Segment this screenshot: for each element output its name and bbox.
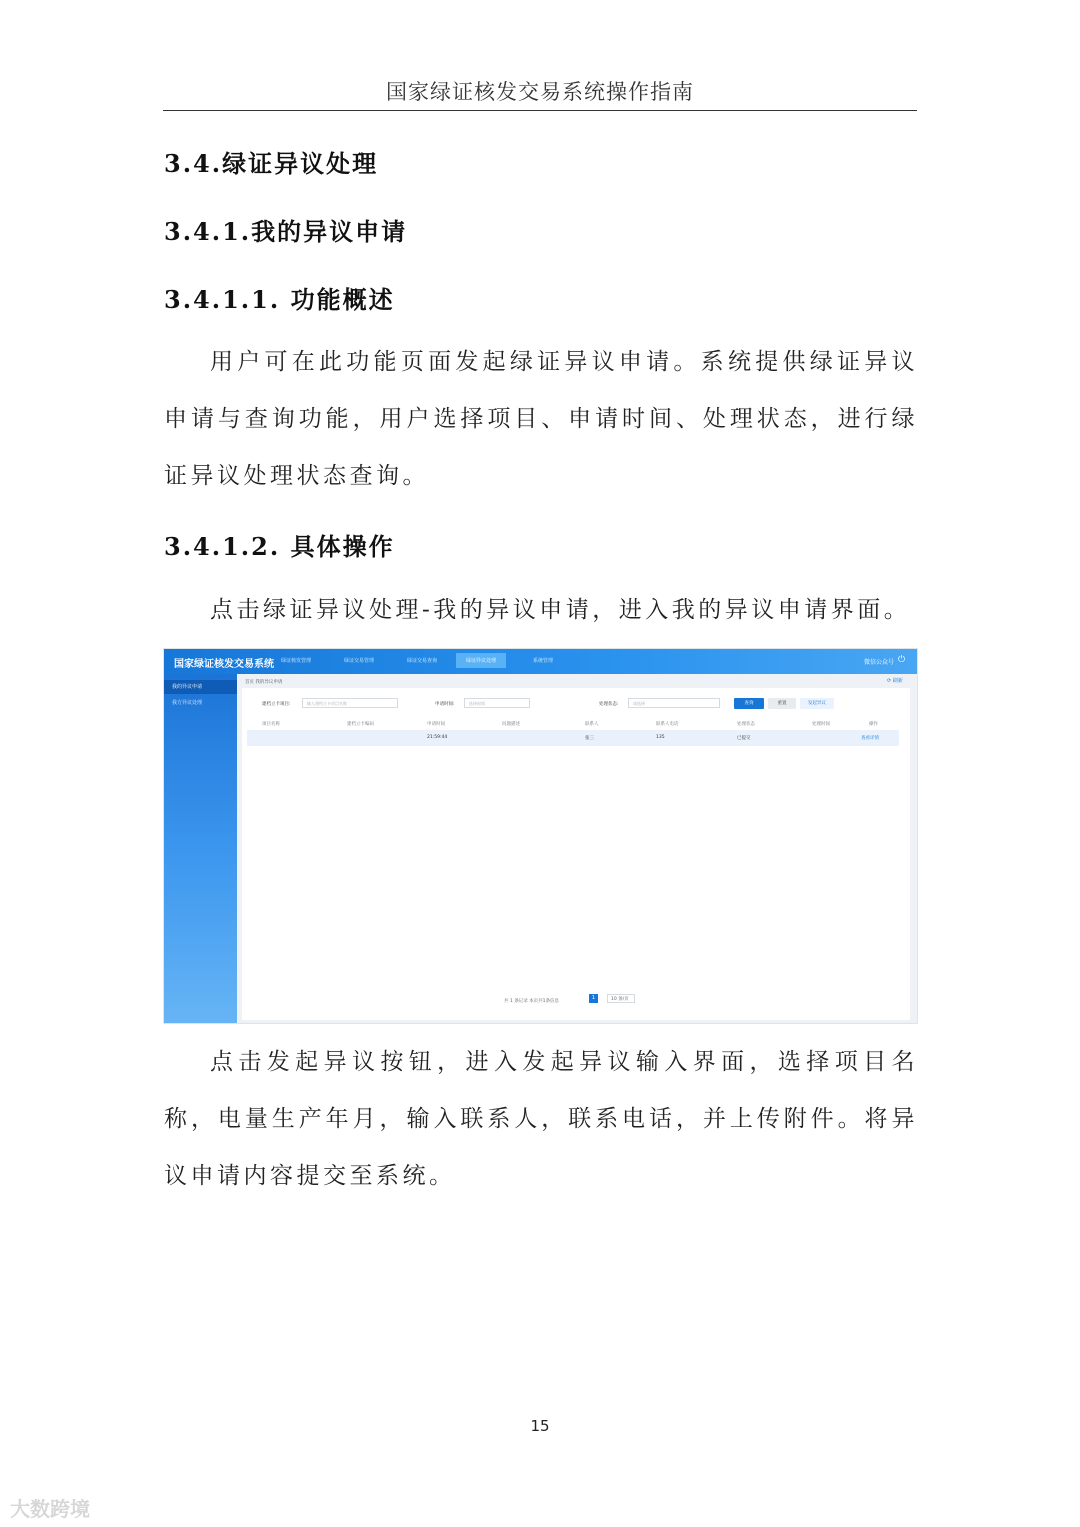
table-header <box>247 718 899 730</box>
heading-3-4-1-1: 3.4.1.1. 功能概述 <box>164 285 395 314</box>
nav-item-system[interactable]: 系统管理 <box>533 658 554 664</box>
pager-summary: 共 1 条记录 本页共1条信息 <box>504 999 560 1004</box>
heading-3-4: 3.4.绿证异议处理 <box>164 149 379 178</box>
cell-contact: 张三 <box>585 736 594 741</box>
refresh-label: 刷新 <box>892 678 903 684</box>
column-header: 建档立卡编码 <box>347 722 374 727</box>
refresh-button[interactable] <box>887 677 903 684</box>
nav-item-trading-query[interactable]: 绿证交易查询 <box>407 658 438 664</box>
page-header: 国家绿证核发交易系统操作指南 <box>163 76 917 111</box>
user-name[interactable]: 微信公众号 <box>864 659 895 666</box>
column-header: 处理时间 <box>812 722 830 727</box>
project-filter-label: 建档立卡项目: <box>262 702 291 707</box>
cell-phone: 135 <box>656 735 665 740</box>
cell-status: 已提交 <box>737 736 751 741</box>
query-button[interactable]: 查询 <box>734 698 764 709</box>
column-header: 联系人 <box>585 722 599 727</box>
app-title: 国家绿证核发交易系统 <box>174 659 274 670</box>
column-header: 项目名称 <box>262 722 280 727</box>
column-header: 申请时间 <box>427 722 445 727</box>
heading-3-4-1-2: 3.4.1.2. 具体操作 <box>164 532 395 561</box>
power-icon[interactable]: ⏻ <box>898 655 906 665</box>
query-panel <box>242 688 910 1020</box>
raise-objection-button[interactable]: 发起异议 <box>800 698 834 709</box>
step1-paragraph: 点击绿证异议处理-我的异议申请，进入我的异议申请界面。 <box>210 597 911 623</box>
nav-item-issuance[interactable]: 绿证核发管理 <box>281 658 312 664</box>
watermark: 大数跨境 <box>10 1497 90 1521</box>
pager-page-button[interactable]: 1 <box>589 994 598 1003</box>
table-row[interactable] <box>247 730 899 746</box>
sidebar-item-my-objections[interactable]: 我的异议申请 <box>164 680 237 694</box>
nav-item-objection[interactable]: 绿证异议处理 <box>456 653 506 668</box>
column-header: 操作 <box>869 722 878 727</box>
date-filter-label: 申请时间: <box>435 702 455 707</box>
app-topbar <box>164 649 917 674</box>
breadcrumb: 首页 我的异议申请 <box>245 680 283 685</box>
system-screenshot <box>163 648 918 1024</box>
sidebar-item-objection-handling[interactable]: 我方异议处理 <box>172 700 203 706</box>
sidebar <box>164 674 237 1023</box>
status-filter-label: 处理状态: <box>599 702 619 707</box>
column-header: 联系人电话 <box>656 722 679 727</box>
main-area <box>237 674 917 1023</box>
date-filter-input[interactable]: 选择时间 <box>464 698 530 708</box>
overview-paragraph: 用户可在此功能页面发起绿证异议申请。系统提供绿证异议申请与查询功能，用户选择项目、申请时间、处理状态，进行绿证异议处理状态查询。 <box>164 349 918 489</box>
project-filter-input[interactable]: 输入建档立卡项目名称 <box>302 698 398 708</box>
reset-button[interactable]: 重置 <box>768 698 796 709</box>
column-header: 处理状态 <box>737 722 755 727</box>
nav-item-trading[interactable]: 绿证交易管理 <box>344 658 375 664</box>
step2-paragraph: 点击发起异议按钮，进入发起异议输入界面，选择项目名称，电量生产年月，输入联系人，联系电话，并上传附件。将异议申请内容提交至系统。 <box>164 1049 918 1189</box>
page-number: 15 <box>530 1417 550 1435</box>
refresh-icon: ⟳ <box>887 678 892 684</box>
status-filter-select[interactable]: 请选择 <box>628 698 720 708</box>
heading-3-4-1: 3.4.1.我的异议申请 <box>164 217 408 246</box>
column-header: 问题描述 <box>502 722 520 727</box>
cell-time: 21:59:44 <box>427 735 448 740</box>
view-detail-link[interactable]: 查看详情 <box>861 736 879 741</box>
pager-size-select[interactable]: 10 条/页 <box>607 994 635 1003</box>
